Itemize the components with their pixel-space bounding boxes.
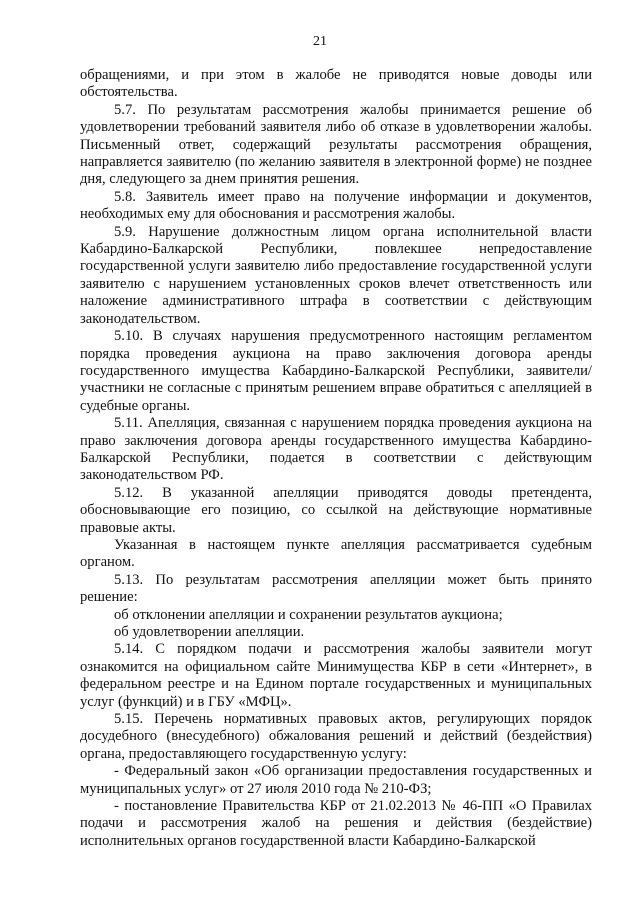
- paragraph: - постановление Правительства КБР от 21.02.2013 № 46-ПП «О Правилах подачи и рассмотрения жалоб на решения и действия (бездействие) исполнительных органов государственной власти Кабардино-Балкарской: [80, 798, 592, 849]
- paragraph: обращениями, и при этом в жалобе не приводятся новые доводы или обстоятельства.: [80, 67, 592, 101]
- paragraph: 5.14. С порядком подачи и рассмотрения жалобы заявители могут ознакомится на официальном сайте Минимущества КБР в сети «Интернет», в федеральном реестре и на Едином портале государственных и муниципальных услуг (функций) и в ГБУ «МФЦ».: [80, 641, 592, 710]
- page-number: 21: [313, 34, 327, 49]
- paragraph: 5.13. По результатам рассмотрения апелляции может быть принято решение:: [80, 571, 592, 606]
- document-body: [80, 67, 592, 850]
- paragraph: 5.8. Заявитель имеет право на получение информации и документов, необходимых ему для обоснования и рассмотрения жалобы.: [80, 188, 592, 223]
- paragraph: 5.15. Перечень нормативных правовых актов, регулирующих порядок досудебного (внесудебного) обжалования решений и действий (бездействия) органа, предоставляющего государственную услугу:: [80, 711, 592, 762]
- paragraph: об удовлетворении апелляции.: [114, 624, 305, 640]
- paragraph: об отклонении апелляции и сохранении результатов аукциона;: [114, 606, 503, 623]
- paragraph: 5.7. По результатам рассмотрения жалобы принимается решение об удовлетворении требований заявителя либо об отказе в удовлетворении жалобы. Письменный ответ, содержащий результаты рассмотрения обращения, направляется заявителю (по желанию заявителя в электронной форме) не позднее дня, следующего за днем принятия решения.: [80, 101, 592, 188]
- paragraph: 5.9. Нарушение должностным лицом органа исполнительной власти Кабардино-Балкарской Республики, повлекшее непредоставление государственной услуги заявителю либо предоставление государственной услуги заявителю с нарушением установленных сроков влечет ответственность или наложение административного штрафа в соответствии с действующим законодательством.: [80, 223, 592, 327]
- paragraph: 5.11. Апелляция, связанная с нарушением порядка проведения аукциона на право заключения договора аренды государственного имущества Кабардино-Балкарской Республики, подается в соответствии с действующим законодательством РФ.: [80, 415, 592, 484]
- paragraph: 5.12. В указанной апелляции приводятся доводы претендента, обосновывающие его позицию, со ссылкой на действующие нормативные правовые акты.: [80, 484, 592, 536]
- paragraph: - Федеральный закон «Об организации предоставления государственных и муниципальных услуг» от 27 июля 2010 года № 210-ФЗ;: [80, 763, 592, 797]
- paragraph: 5.10. В случаях нарушения предусмотренного настоящим регламентом порядка проведения аукциона на право заключения договора аренды государственного имущества Кабардино-Балкарской Республики, заявители/участники не согласные с принятым решением вправе обратиться с апелляцией в судебные органы.: [80, 328, 592, 414]
- paragraph: Указанная в настоящем пункте апелляция рассматривается судебным органом.: [80, 536, 592, 571]
